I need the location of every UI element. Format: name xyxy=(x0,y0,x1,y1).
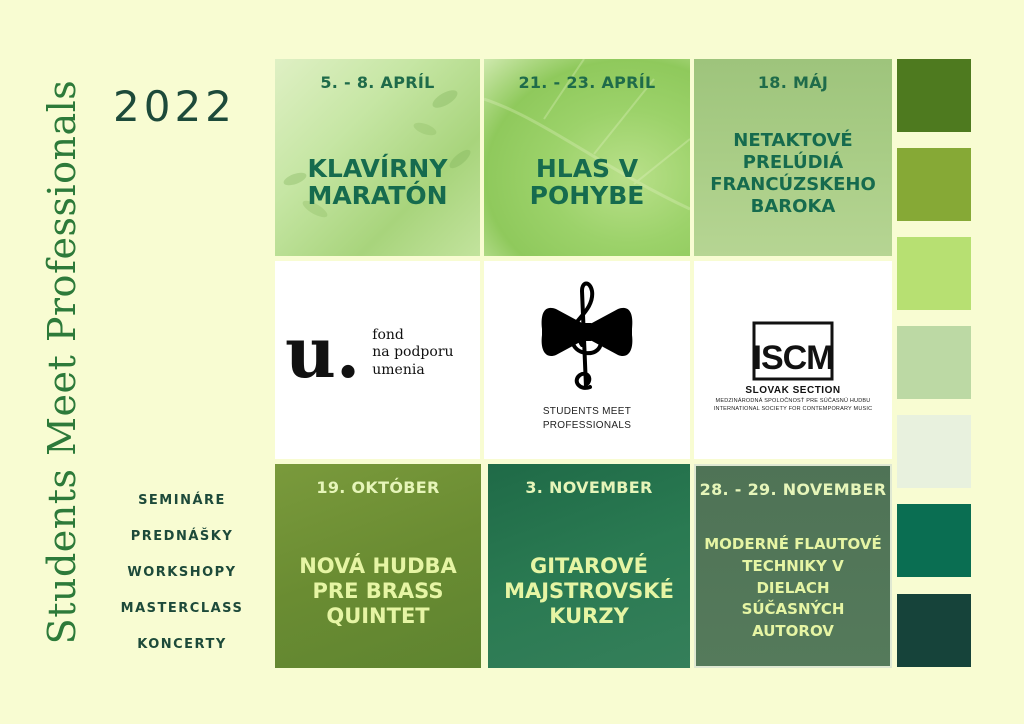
event-title-line: GITAROVÉ xyxy=(529,553,649,578)
logo-iscm-slovak-section xyxy=(694,261,892,459)
iscm-mark-text: ISCM xyxy=(752,339,834,377)
event-title-line: AUTOROV xyxy=(752,622,834,641)
activity-item: KONCERTY xyxy=(137,637,227,652)
event-title-line: MODERNÉ FLAUTOVÉ xyxy=(704,535,882,554)
activity-item: WORKSHOPY xyxy=(127,565,237,580)
activity-item: PREDNÁŠKY xyxy=(130,529,234,544)
activity-item: MASTERCLASS xyxy=(120,601,244,616)
fond-logo-line: fond xyxy=(372,326,404,343)
event-title-line: NETAKTOVÉ xyxy=(733,130,853,152)
event-title-line: POHYBE xyxy=(529,181,645,210)
event-title xyxy=(702,92,884,256)
event-title-line: TECHNIKY V DIELACH xyxy=(742,556,844,597)
smp-logo-line: STUDENTS MEET xyxy=(542,406,632,417)
event-tile-gitarove-kurzy xyxy=(488,464,690,668)
event-title xyxy=(522,108,653,256)
iscm-section-label: SLOVAK SECTION xyxy=(745,385,841,396)
fond-logo-line: na podporu xyxy=(372,344,454,360)
logo-students-meet-professionals xyxy=(484,261,690,459)
event-title-line: KLAVÍRNY xyxy=(307,154,448,183)
fond-logo-mark: u. xyxy=(285,311,361,394)
year-heading: 2022 xyxy=(113,82,236,131)
event-tile-netaktove-preludia xyxy=(694,59,892,256)
event-title-line: MARATÓN xyxy=(307,181,448,210)
color-swatch xyxy=(897,148,971,221)
iscm-logo-mark xyxy=(694,261,892,385)
activity-list xyxy=(112,490,252,670)
vertical-title: Students Meet Professionals xyxy=(40,79,84,645)
iscm-subtitle-sk: MEDZINÁRODNÁ SPOLOČNOSŤ PRE SÚČASNÚ HUDBU xyxy=(715,398,871,404)
color-swatch xyxy=(897,59,971,132)
event-title-line: PRELÚDIÁ xyxy=(742,152,844,174)
event-title xyxy=(496,515,682,668)
event-title-line: MAJSTROVSKÉ xyxy=(504,578,674,603)
event-tile-nova-hudba xyxy=(275,464,481,668)
event-tile-klavirny-maraton xyxy=(275,59,480,256)
event-title-line: NOVÁ HUDBA xyxy=(299,553,457,578)
event-title-line: FRANCÚZSKEHO xyxy=(710,174,876,195)
color-swatch xyxy=(897,594,971,667)
event-date: 19. OKTÓBER xyxy=(316,478,440,497)
color-swatch xyxy=(897,504,971,577)
activity-item: SEMINÁRE xyxy=(138,493,226,508)
color-swatch xyxy=(897,326,971,399)
event-tile-hlas-v-pohybe xyxy=(484,59,690,256)
event-title xyxy=(696,511,890,666)
fond-logo-line: umenia xyxy=(372,361,425,378)
color-swatch xyxy=(897,237,971,310)
event-date: 5. - 8. APRÍL xyxy=(320,73,435,92)
event-title-line: QUINTET xyxy=(326,604,430,629)
smp-logo-text xyxy=(484,405,690,432)
event-date: 28. - 29. NOVEMBER xyxy=(699,480,887,499)
event-title-line: HLAS V xyxy=(535,154,639,183)
treble-clef-bowtie-icon xyxy=(484,261,690,401)
event-tile-moderne-flautove xyxy=(694,464,892,668)
logo-fond-na-podporu-umenia xyxy=(275,261,480,459)
event-date: 21. - 23. APRÍL xyxy=(518,73,656,92)
event-title-line: PRE BRASS xyxy=(312,578,444,603)
event-title xyxy=(299,108,455,256)
smp-logo-line: PROFESSIONALS xyxy=(542,419,632,431)
event-title-line: KURZY xyxy=(549,604,629,629)
color-swatch xyxy=(897,415,971,488)
event-title xyxy=(291,515,465,668)
event-date: 18. MÁJ xyxy=(757,73,829,92)
fond-logo xyxy=(285,311,454,394)
event-date: 3. NOVEMBER xyxy=(525,478,653,497)
bowtie-knot xyxy=(580,323,594,341)
event-title-line: BAROKA xyxy=(750,195,836,217)
fond-logo-text xyxy=(372,327,453,380)
event-title-line: SÚČASNÝCH xyxy=(741,600,845,619)
iscm-subtitle-en: INTERNATIONAL SOCIETY FOR CONTEMPORARY MUSIC xyxy=(713,406,873,412)
